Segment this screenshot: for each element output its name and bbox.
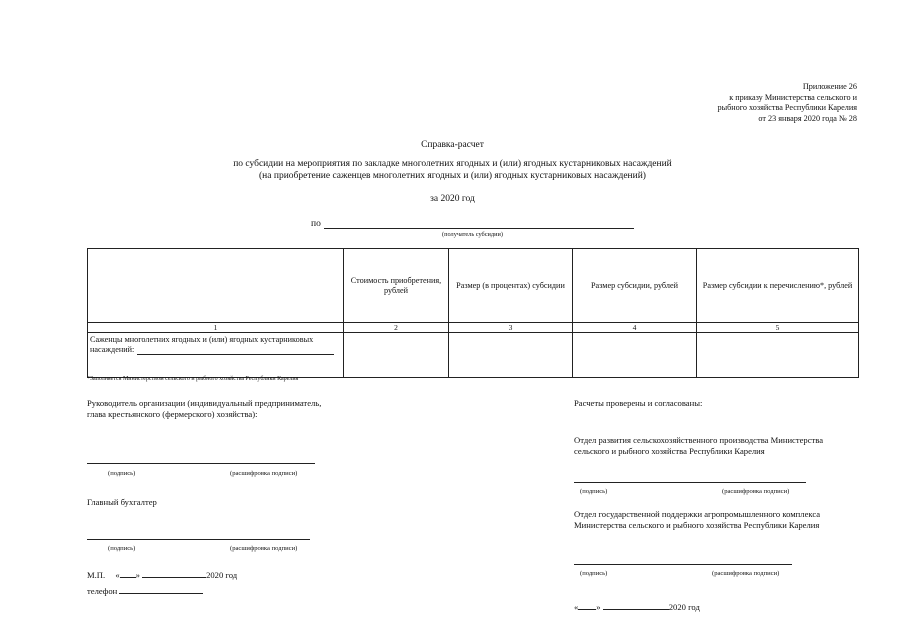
signature-caption: (подпись)	[108, 545, 136, 552]
day-field[interactable]	[578, 601, 596, 610]
phone-field[interactable]	[119, 585, 203, 594]
signature-decode-caption: (расшифровка подписи)	[230, 470, 298, 477]
dept-label: Министерства сельского и рыбного хозяйства Республики Карелия	[574, 520, 820, 530]
document-subtitle: (на приобретение саженцев многолетних ягодных и (или) ягодных кустарниковых насаждений)	[259, 171, 646, 181]
accountant-signature-line[interactable]	[87, 539, 310, 540]
signature-caption: (подпись)	[580, 488, 608, 495]
month-field[interactable]	[603, 601, 669, 610]
recipient-prefix: по	[311, 219, 321, 229]
phone-label: телефон	[87, 586, 118, 596]
table-header-cell	[88, 249, 344, 323]
checked-label: Расчеты проверены и согласованы:	[574, 398, 703, 408]
table-row	[88, 333, 859, 378]
accountant-label: Главный бухгалтер	[87, 497, 157, 507]
appendix-block	[717, 82, 857, 124]
column-number: 2	[344, 323, 449, 333]
year-label: 2020 год	[206, 570, 238, 580]
quote-close: »	[135, 570, 140, 580]
report-year: за 2020 год	[430, 194, 475, 204]
phone-line	[87, 585, 203, 597]
subsidy-table	[87, 248, 859, 378]
row-label: Саженцы многолетних ягодных и (или) ягодных кустарниковых насаждений:	[90, 335, 314, 354]
column-number: 3	[449, 323, 573, 333]
stamp-date-line	[87, 569, 237, 581]
month-field[interactable]	[142, 569, 206, 578]
dept-label: Отдел государственной поддержки агропромышленного комплекса	[574, 509, 821, 519]
signature-caption: (подпись)	[108, 470, 136, 477]
signature-decode-caption: (расшифровка подписи)	[722, 488, 790, 495]
recipient-caption: (получатель субсидии)	[442, 231, 503, 238]
recipient-field[interactable]	[324, 228, 634, 229]
stamp-label: М.П.	[87, 570, 106, 580]
appendix-line: от 23 января 2020 года № 28	[758, 113, 857, 123]
column-number: 1	[88, 323, 344, 333]
head-signature-line[interactable]	[87, 463, 315, 464]
head-label: Руководитель организации (индивидуальный предприниматель,	[87, 398, 322, 408]
row-label-cell	[88, 333, 344, 378]
dept-label: сельского и рыбного хозяйства Республики Карелия	[574, 446, 765, 456]
dept2-signature-line[interactable]	[574, 564, 792, 565]
document-title: Справка-расчет	[421, 140, 484, 150]
table-header-cell: Размер субсидии к перечислению*, рублей	[697, 249, 859, 323]
table-header-row	[88, 249, 859, 323]
quote-open: «	[574, 602, 579, 612]
footnote: *Заполняется Министерством сельского и рыбного хозяйства Республики Карелия	[87, 376, 299, 382]
signature-caption: (подпись)	[580, 570, 608, 577]
table-header-cell: Стоимость приобретения, рублей	[344, 249, 449, 323]
cost-cell[interactable]	[344, 333, 449, 378]
table-header-cell: Размер субсидии, рублей	[573, 249, 697, 323]
dept-label: Отдел развития сельскохозяйственного производства Министерства	[574, 435, 824, 445]
appendix-line: Приложение 26	[802, 82, 857, 91]
day-field[interactable]	[120, 569, 136, 578]
appendix-line: к приказу Министерства сельского и	[729, 92, 857, 102]
document-subtitle: по субсидии на мероприятия по закладке многолетних ягодных и (или) ягодных кустарниковых насаждений	[233, 159, 672, 169]
signature-decode-caption: (расшифровка подписи)	[230, 545, 298, 552]
column-number: 4	[573, 323, 697, 333]
quote-open: «	[115, 570, 120, 580]
approval-date-line	[574, 601, 700, 613]
column-number: 5	[697, 323, 859, 333]
percent-cell[interactable]	[449, 333, 573, 378]
appendix-line: рыбного хозяйства Республики Карелия	[717, 103, 857, 112]
signature-decode-caption: (расшифровка подписи)	[712, 570, 780, 577]
row-label-field[interactable]	[137, 354, 334, 355]
dept1-signature-line[interactable]	[574, 482, 806, 483]
transfer-cell[interactable]	[697, 333, 859, 378]
table-number-row	[88, 323, 859, 333]
year-label: 2020 год	[668, 602, 700, 612]
table-header-cell: Размер (в процентах) субсидии	[449, 249, 573, 323]
quote-close: »	[596, 602, 601, 612]
head-label: глава крестьянского (фермерского) хозяйства):	[87, 409, 258, 419]
subsidy-cell[interactable]	[573, 333, 697, 378]
